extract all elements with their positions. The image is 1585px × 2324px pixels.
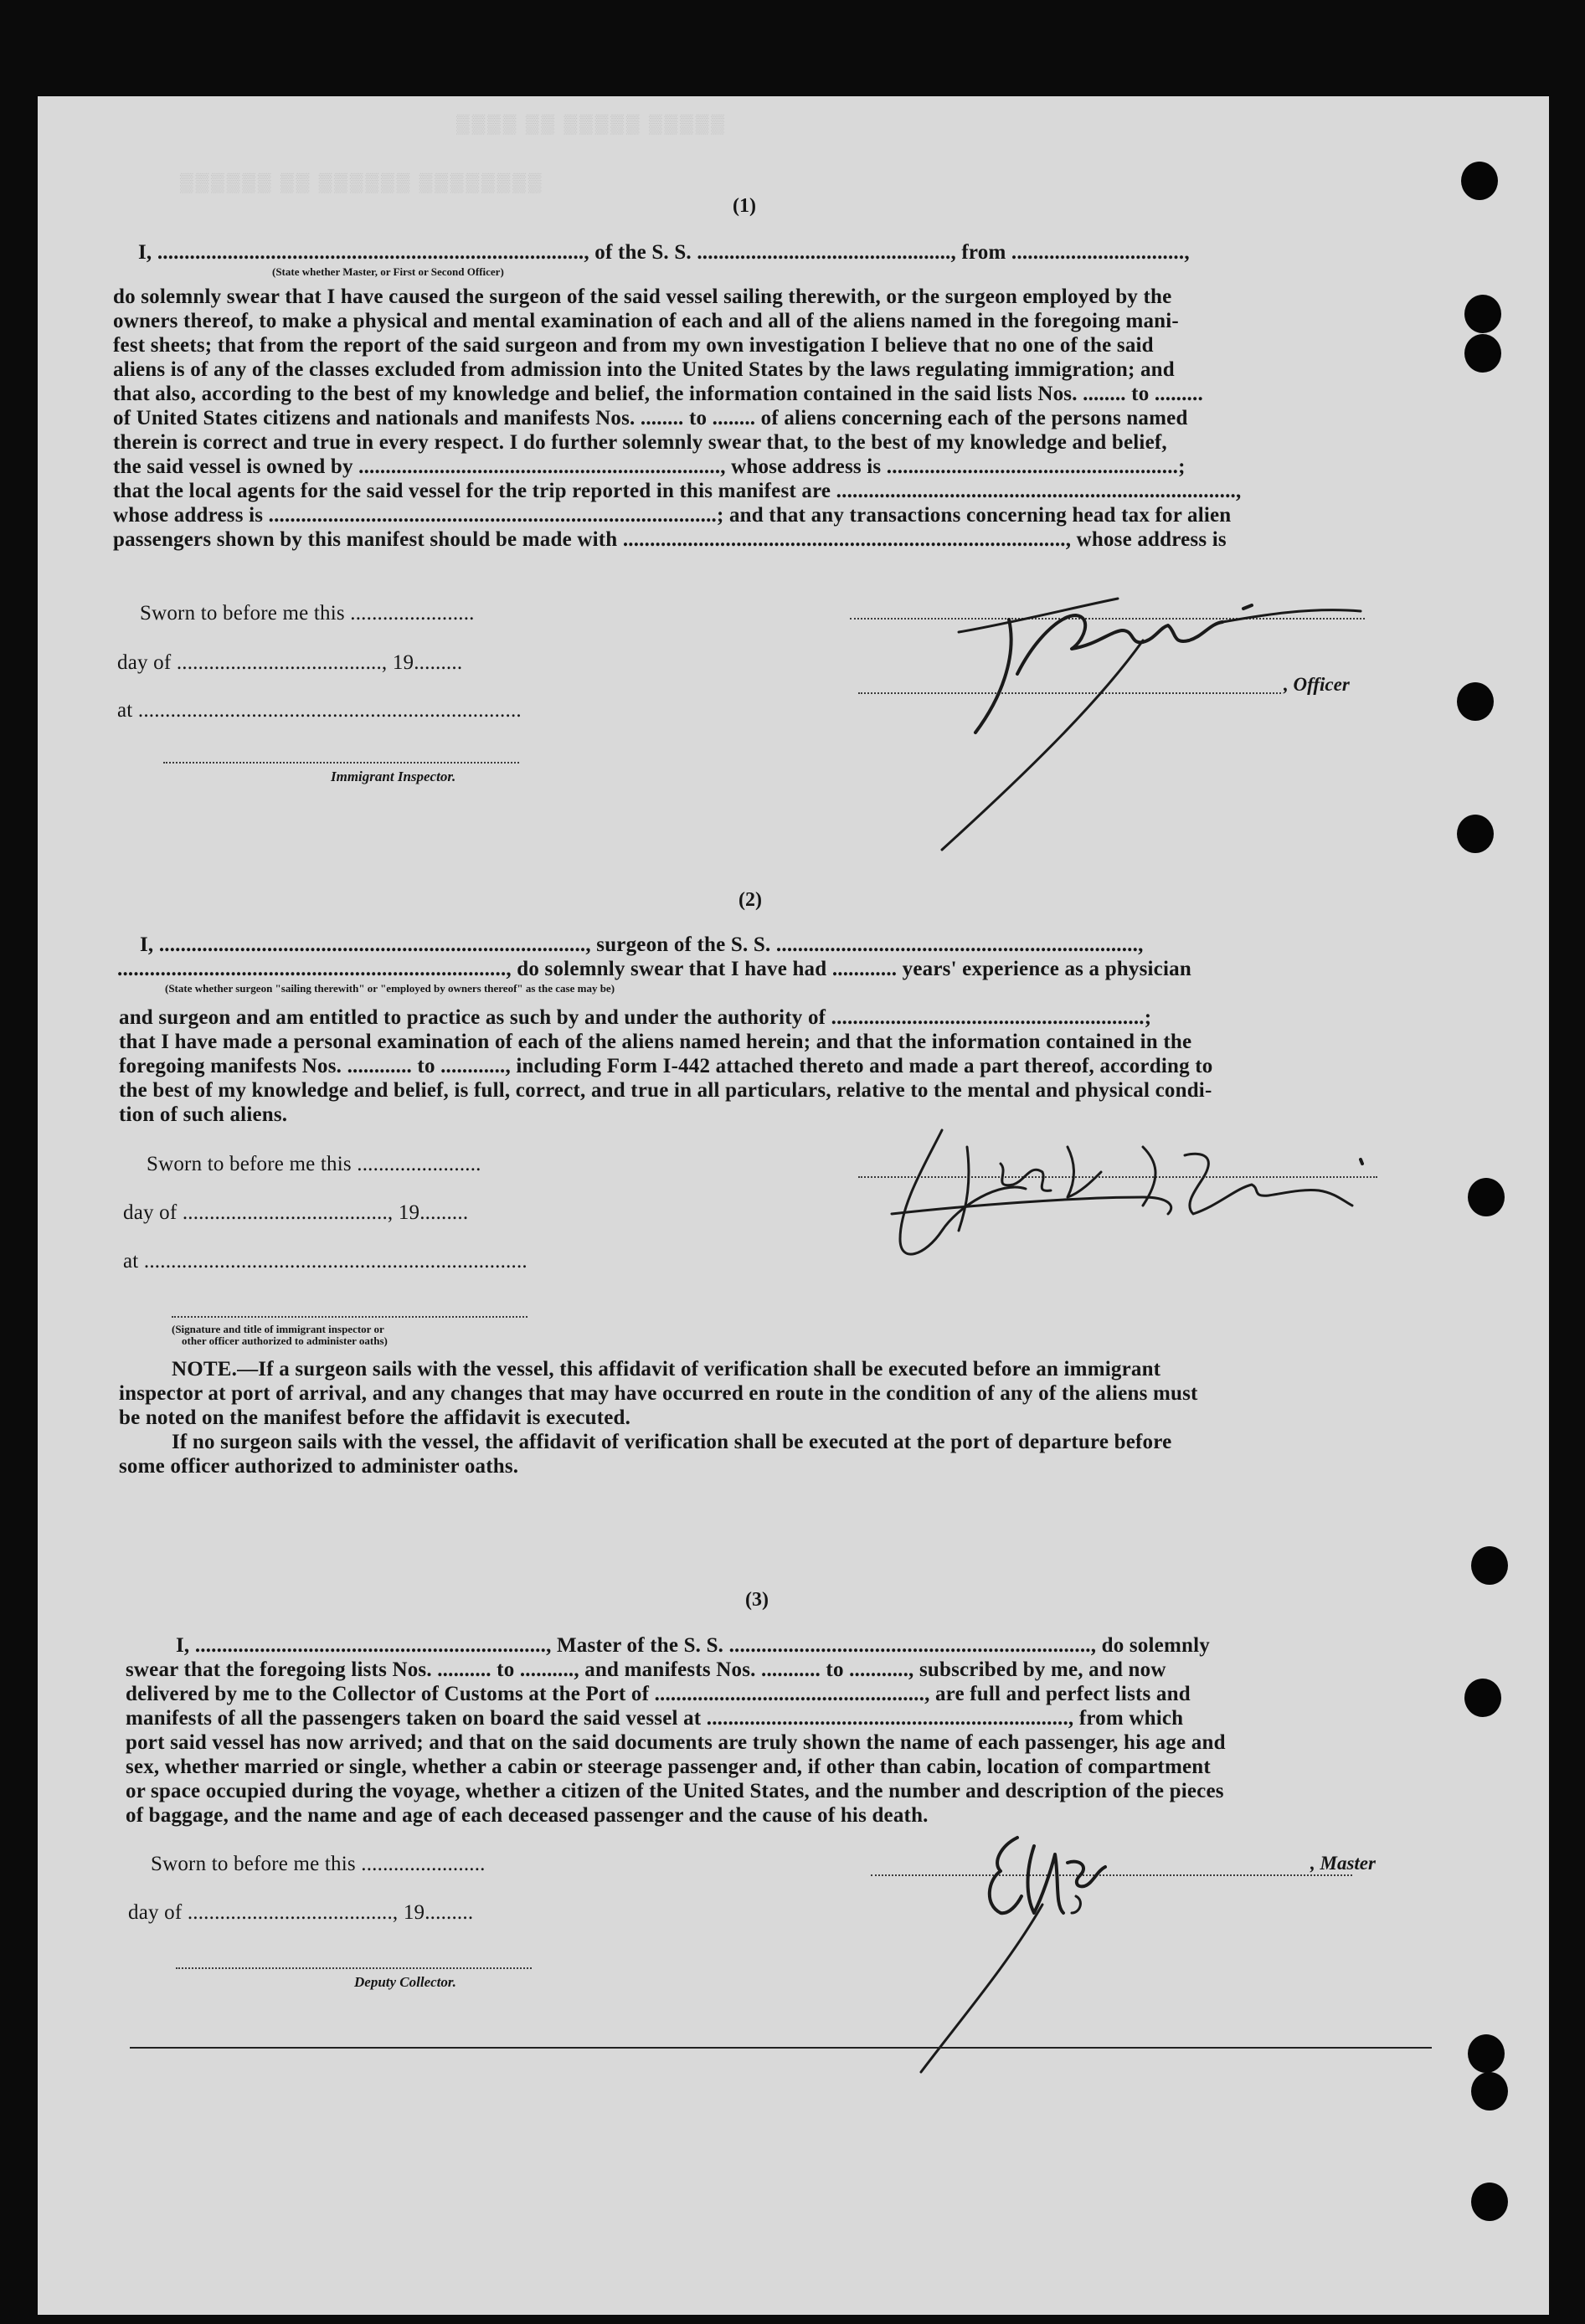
section-2-body-line: foregoing manifests Nos. ............ to ............, including Form I-442 attached thereto and made a part thereof, according to [119,1055,1213,1077]
section-3-body-line: manifests of all the passengers taken on board the said vessel at ..................................................................., from which [126,1707,1184,1730]
section-3-body-line: or space occupied during the voyage, whether a citizen of the United States, and the number and description of the pieces [126,1780,1224,1802]
binding-hole [1471,1546,1508,1585]
section-1-body-line: therein is correct and true in every respect. I do further solemnly swear that, to the best of my knowledge and belief, [113,431,1167,454]
section-3-body-line: I, ................................................................., Master of the S. S. ..................................................................., do solemnly [176,1634,1210,1657]
note-line: some officer authorized to administer oaths. [119,1455,519,1478]
section-3-day-line: day of ......................................, 19......... [128,1901,474,1924]
bottom-rule [130,2047,1432,2049]
oath-officer-caption-1: (Signature and title of immigrant inspector or [172,1323,384,1335]
note-line: NOTE.—If a surgeon sails with the vessel, this affidavit of verification shall be executed before an immigrant [172,1358,1161,1381]
section-1-number: (1) [733,195,756,217]
binding-hole [1457,815,1494,853]
section-1-body-line: fest sheets; that from the report of the said surgeon and from my own investigation I believe that no one of the said [113,334,1154,357]
binding-hole [1464,295,1501,333]
immigrant-inspector-label: Immigrant Inspector. [331,769,456,784]
section-2-surgeon-caption: (State whether surgeon "sailing therewith" or "employed by owners thereof" as the case may be) [165,982,615,995]
officer-signature [892,565,1394,900]
bleed-through-text: ▒▒▒▒▒▒ ▒▒ ▒▒▒▒▒▒ ▒▒▒▒▒▒▒▒ [180,172,544,193]
section-1-body-line: passengers shown by this manifest should be made with .................................................................................., whose address is [113,528,1227,551]
binding-hole [1471,2072,1508,2111]
surgeon-signature [867,1113,1402,1365]
manifest-affidavit-page [38,96,1549,2315]
section-2-number: (2) [738,889,762,911]
binding-hole [1457,682,1494,721]
note-line: If no surgeon sails with the vessel, the affidavit of verification shall be executed at the port of departure before [172,1431,1172,1453]
section-2-sworn-line: Sworn to before me this ....................... [147,1153,481,1175]
section-2-body-line: and surgeon and am entitled to practice as such by and under the authority of ..........................................................; [119,1006,1152,1029]
master-signature [908,1821,1176,2122]
oath-officer-signature-line [172,1316,527,1318]
section-3-sworn-line: Sworn to before me this ....................... [151,1853,486,1875]
note-line: be noted on the manifest before the affidavit is executed. [119,1406,631,1429]
section-2-at-line: at ....................................................................... [123,1250,527,1273]
section-1-at-line: at ....................................................................... [117,699,522,722]
section-2-body-line: that I have made a personal examination of each of the aliens named herein; and that the information contained in the [119,1031,1192,1053]
section-1-body-line: owners thereof, to make a physical and mental examination of each and all of the aliens named in the foregoing mani- [113,310,1179,332]
section-1-body-line: aliens is of any of the classes excluded from admission into the United States by the laws regulating immigration; and [113,358,1175,381]
section-1-body-line: that also, according to the best of my knowledge and belief, the information contained in the said lists Nos. ........ to ......... [113,383,1203,405]
collector-signature-line [176,1967,532,1969]
officer-label: , Officer [1284,674,1350,695]
section-2-day-line: day of ......................................, 19......... [123,1201,469,1224]
binding-hole [1464,334,1501,373]
oath-officer-caption-2: other officer authorized to administer oaths) [182,1334,388,1347]
section-3-body-line: sex, whether married or single, whether a cabin or steerage passenger and, if other than cabin, location of compartment [126,1756,1211,1778]
bleed-through-text: ▒▒▒▒ ▒▒ ▒▒▒▒▒ ▒▒▒▒▒ [456,113,727,134]
section-3-number: (3) [745,1589,769,1611]
binding-hole [1464,1679,1501,1717]
section-2-body-line: tion of such aliens. [119,1103,288,1126]
section-3-body-line: swear that the foregoing lists Nos. .......... to .........., and manifests Nos. ........... to ..........., subscribed by me, and now [126,1658,1166,1681]
inspector-signature-line [163,762,519,764]
section-3-body-line: port said vessel has now arrived; and that on the said documents are truly shown the name of each passenger, his age and [126,1731,1226,1754]
section-2-opening-line: I, ..............................................................................., surgeon of the S. S. ..................................................................., [140,933,1144,956]
section-1-sworn-line: Sworn to before me this ....................... [140,602,475,625]
section-1-rank-caption: (State whether Master, or First or Second Officer) [272,265,504,278]
section-3-body-line: delivered by me to the Collector of Customs at the Port of .................................................., are full and perfect lists and [126,1683,1191,1705]
section-1-body-line: the said vessel is owned by ..................................................................., whose address is ......................................................; [113,455,1186,478]
master-label: , Master [1310,1853,1376,1874]
binding-hole [1461,162,1498,200]
section-3-body-line: of baggage, and the name and age of each deceased passenger and the cause of his death. [126,1804,929,1827]
section-1-body-line: whose address is ...................................................................................; and that any transactions concerning head tax for alien [113,504,1232,527]
binding-hole [1468,1178,1505,1216]
section-1-body-line: that the local agents for the said vessel for the trip reported in this manifest are .........................................................................., [113,480,1242,502]
section-1-day-line: day of ......................................, 19......... [117,651,463,674]
section-1-opening-line: I, ..............................................................................., of the S. S. ..............................................., from ................................, [138,241,1190,264]
binding-hole [1471,2183,1508,2221]
section-2-experience-line: ........................................................................, do solemnly swear that I have had ............ years' experience as a physician [117,958,1191,980]
section-1-body-line: do solemnly swear that I have caused the surgeon of the said vessel sailing therewith, or the surgeon employed by the [113,285,1172,308]
section-2-body-line: the best of my knowledge and belief, is full, correct, and true in all particulars, relative to the mental and physical condi- [119,1079,1212,1102]
binding-hole [1468,2034,1505,2073]
deputy-collector-label: Deputy Collector. [354,1974,456,1990]
note-line: inspector at port of arrival, and any changes that may have occurred en route in the condition of any of the aliens must [119,1382,1198,1405]
section-1-body-line: of United States citizens and nationals and manifests Nos. ........ to ........ of aliens concerning each of the persons named [113,407,1188,429]
